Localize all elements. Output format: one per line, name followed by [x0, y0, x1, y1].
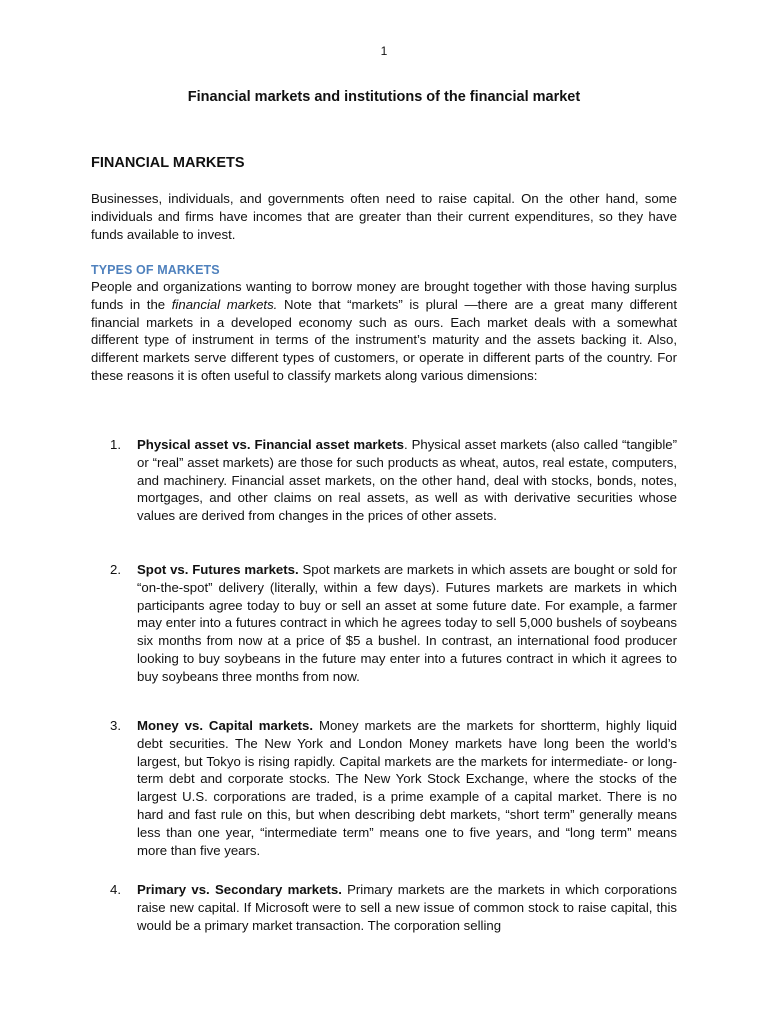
- list-item-number: 2.: [110, 562, 121, 577]
- list-item-text: . Physical asset markets (also called “tangible” or “real” asset markets) are those for such products as wheat, autos, real estate, computers, and machinery. Financial asset markets, on the other hand, deal with stocks, bonds, notes, mortgages, and other claims on real assets, as well as with derivative securities whose values are derived from changes in the prices of other assets.: [137, 437, 677, 524]
- types-paragraph-italic: financial markets.: [171, 296, 278, 312]
- types-paragraph-text-start: People and organizations wanting to borrow money are brought together with those having surplus funds in the: [91, 279, 677, 312]
- types-paragraph-text-end: Note that “markets” is plural —there are a great many different financial markets in a developed economy such as ours. Each market deals with a somewhat different type of instrument in terms of the instrument’s maturity and the assets backing it. Also, different markets serve different types of customers, or operate in different parts of the country. For these reasons it is often useful to classify markets along various dimensions:: [91, 296, 677, 383]
- types-paragraph: [91, 278, 677, 385]
- list-item-body: [137, 561, 677, 686]
- intro-paragraph: Businesses, individuals, and governments often need to raise capital. On the other hand, some individuals and firms have incomes that are greater than their current expenditures, so they have funds available to invest.: [91, 191, 677, 242]
- page-number: 1: [380, 44, 388, 58]
- list-item-number: 1.: [110, 437, 121, 452]
- list-item-title: Spot vs. Futures markets.: [137, 562, 299, 577]
- list-item-number: 3.: [110, 718, 121, 733]
- list-item-text: Primary markets are the markets in which corporations raise new capital. If Microsoft were to sell a new issue of common stock to raise capital, this would be a primary market transaction. The corporation selling: [137, 882, 677, 933]
- list-item-title: Money vs. Capital markets.: [137, 718, 314, 733]
- list-item-text: Money markets are the markets for shortterm, highly liquid debt securities. The New York and London Money markets have long been the world’s largest, but Tokyo is rising rapidly. Capital markets are the markets for intermediate- or long-term debt and corporate stocks. The New York Stock Exchange, where the stocks of the largest U.S. corporations are traded, is a prime example of a capital market. There is no hard and fast rule on this, but when describing debt markets, “short term” generally means less than one year, “intermediate term” means one to five years, and “long term” means more than five years.: [137, 718, 677, 858]
- list-item-number: 4.: [110, 882, 121, 897]
- document-title: Financial markets and institutions of the financial market: [187, 89, 581, 105]
- list-item-body: [137, 436, 677, 525]
- list-item-body: [137, 881, 677, 934]
- list-item-title: Physical asset vs. Financial asset markets: [137, 437, 404, 452]
- types-of-markets-heading: TYPES OF MARKETS: [91, 263, 220, 277]
- section-heading: FINANCIAL MARKETS: [91, 155, 245, 171]
- list-item-text: Spot markets are markets in which assets are bought or sold for “on-the-spot” delivery (literally, within a few days). Futures markets are markets in which participants agree today to buy or sell an asset at some future date. For example, a farmer may enter into a futures contract in which he agrees today to sell 5,000 bushels of soybeans six months from now at a price of $5 a bushel. In contrast, an international food producer looking to buy soybeans in the future may enter into a futures contract in which it agrees to buy soybeans three months from now.: [137, 562, 677, 684]
- list-item-body: [137, 717, 677, 859]
- list-item-title: Primary vs. Secondary markets.: [137, 882, 342, 897]
